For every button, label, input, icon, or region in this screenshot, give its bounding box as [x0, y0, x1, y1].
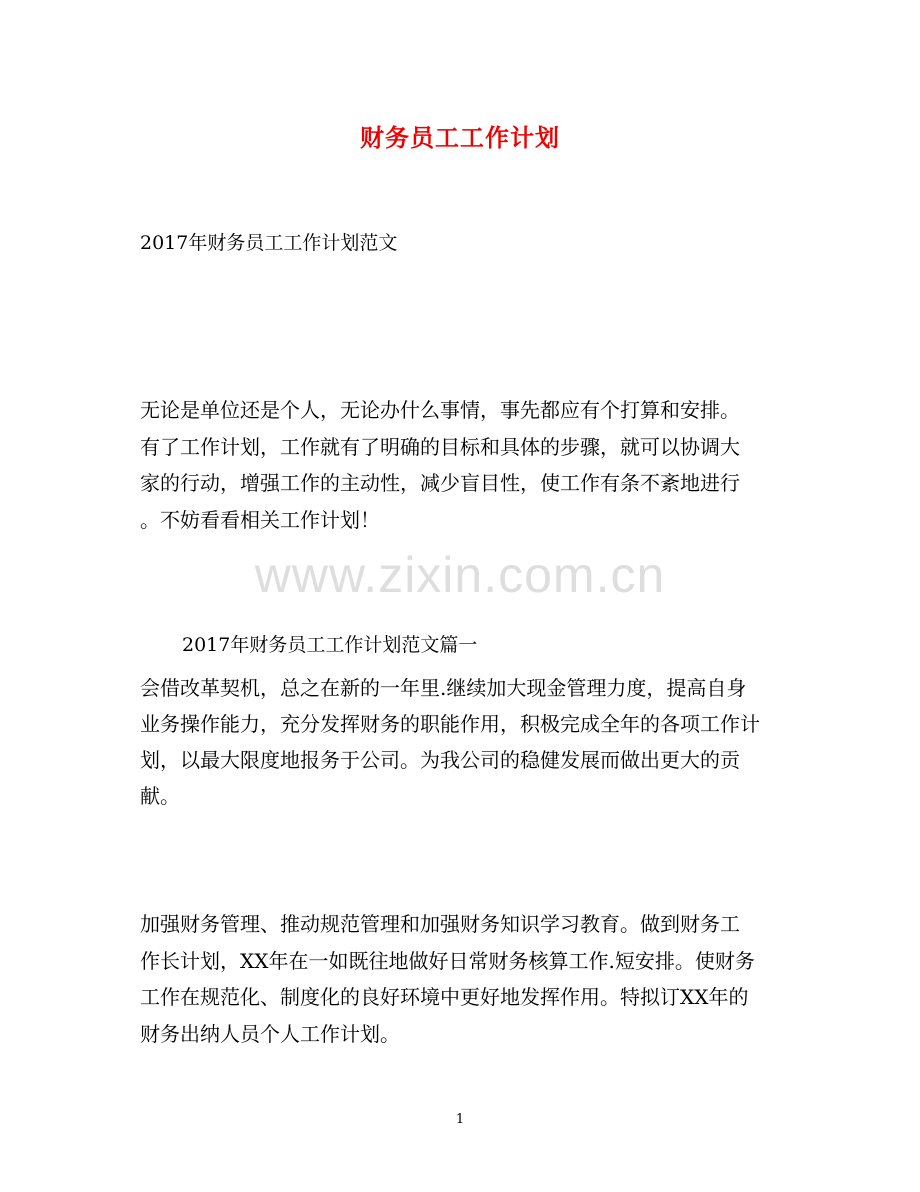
intro-paragraph	[140, 392, 780, 538]
document-subtitle: 2017年财务员工工作计划范文	[140, 232, 398, 254]
watermark: www.zixin.com.cn	[254, 547, 666, 603]
section-line: 划，以最大限度地报务于公司。为我公司的稳健发展而做出更大的贡	[140, 748, 740, 772]
closing-line: 作长计划，XX年在一如既往地做好日常财务核算工作.短安排。使财务	[140, 948, 755, 973]
section-line: 会借改革契机，总之在新的一年里.继续加大现金管理力度，提高自身	[140, 676, 747, 700]
closing-line: 财务出纳人员个人工作计划。	[140, 1021, 400, 1046]
section-heading: 2017年财务员工工作计划范文篇一	[182, 634, 478, 656]
section-line: 业务操作能力，充分发挥财务的职能作用，积极完成全年的各项工作计	[140, 712, 760, 736]
intro-line: 家的行动，增强工作的主动性，减少盲目性，使工作有条不紊地进行	[140, 471, 740, 495]
closing-line: 加强财务管理、推动规范管理和加强财务知识学习教育。做到财务工	[140, 912, 740, 936]
section-paragraph	[140, 670, 780, 814]
closing-line: 工作在规范化、制度化的良好环境中更好地发挥作用。特拟订XX年的	[140, 985, 749, 1009]
document-title: 财务员工工作计划	[360, 123, 560, 152]
section-line: 献。	[140, 784, 180, 808]
intro-line: 有了工作计划，工作就有了明确的目标和具体的步骤，就可以协调大	[140, 434, 740, 459]
intro-line: 无论是单位还是个人，无论办什么事情，事先都应有个打算和安排。	[140, 398, 740, 422]
intro-line: 。不妨看看相关工作计划！	[140, 507, 380, 532]
closing-paragraph	[140, 906, 780, 1052]
page-number: 1	[455, 1112, 465, 1127]
